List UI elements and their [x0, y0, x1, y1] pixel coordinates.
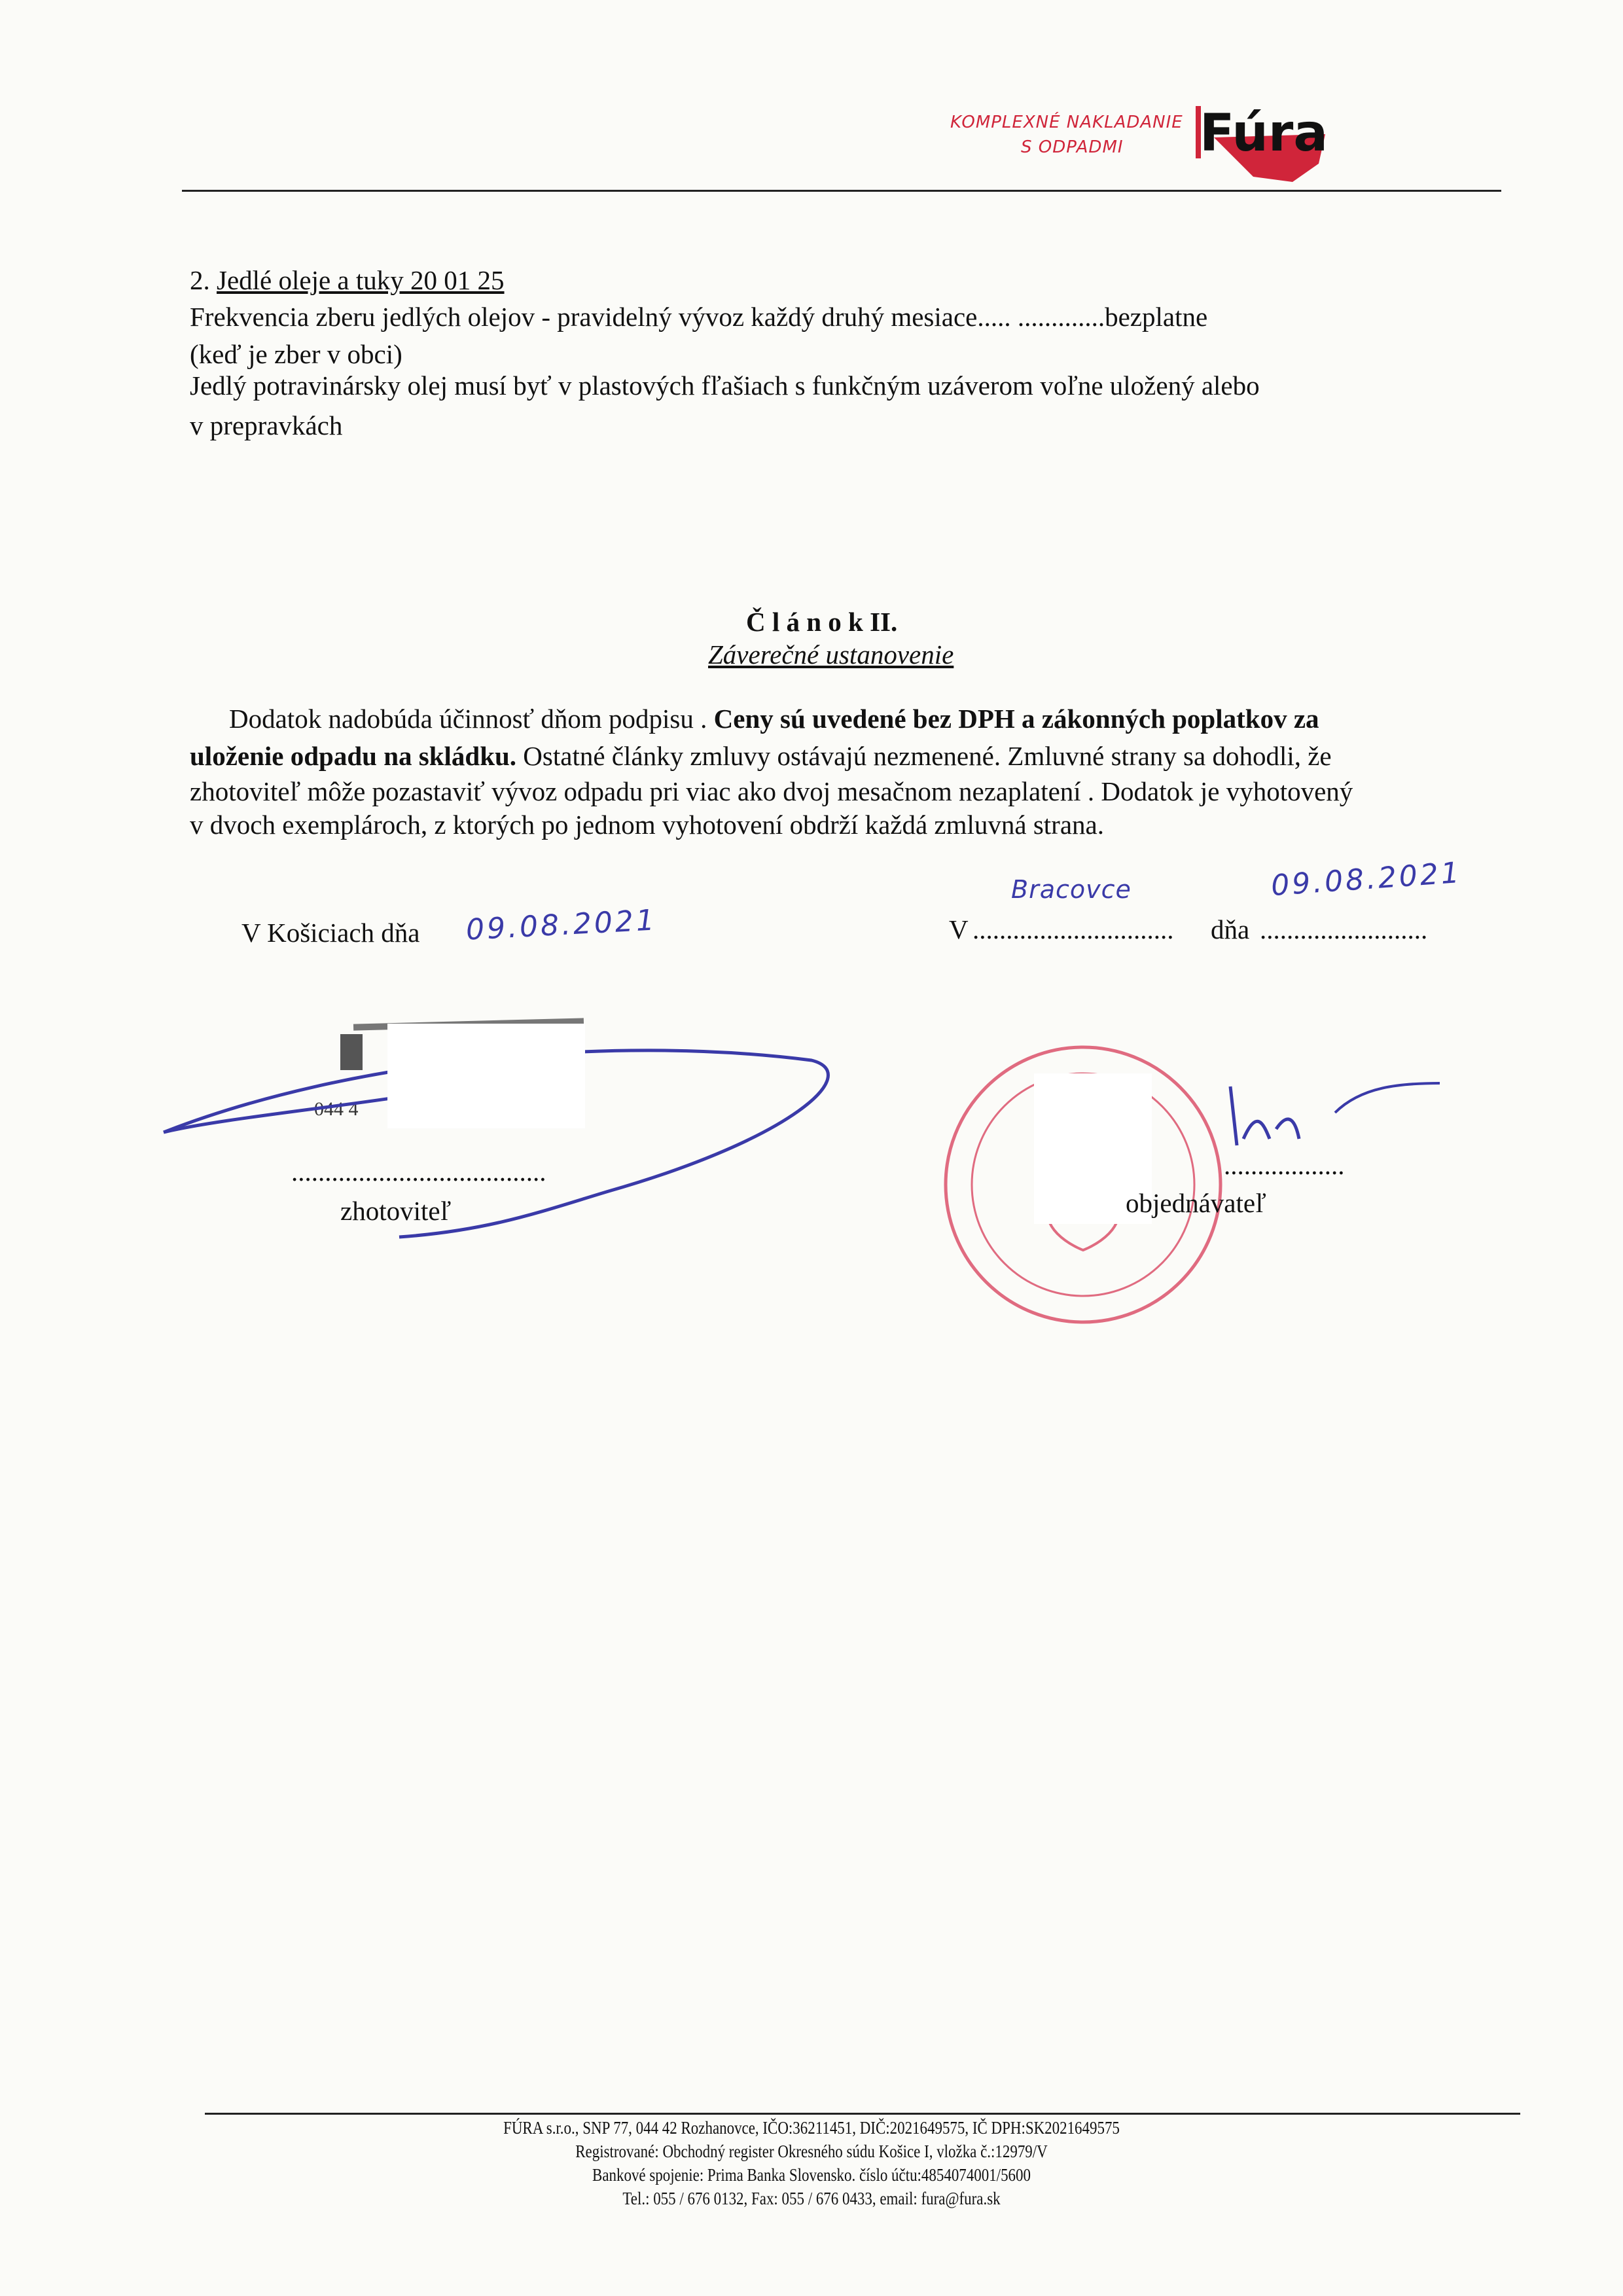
logo-wordmark: Fúra — [1200, 104, 1329, 163]
right-date-dots: ......................... — [1260, 914, 1428, 944]
article-paragraph-line: v dvoch exemplároch, z ktorých po jednom vyhotovení obdrží každá zmluvná strana. — [190, 810, 1104, 840]
right-place-dots: .............................. — [972, 914, 1174, 944]
redacted-area — [387, 1024, 585, 1128]
footer-divider — [205, 2113, 1520, 2115]
footer-line: Registrované: Obchodný register Okresného súdu Košice I, vložka č.:12979/V — [575, 2142, 1048, 2161]
logo-tagline: KOMPLEXNÉ NAKLADANIE — [950, 113, 1183, 132]
right-role-label: objednávateľ — [1126, 1188, 1266, 1218]
bold-text: uloženie odpadu na skládku. — [190, 741, 517, 771]
text: Dodatok nadobúda účinnosť dňom podpisu . — [229, 704, 714, 734]
stamp-partial-text: 044 4 — [314, 1098, 359, 1120]
right-signature-icon — [1217, 1073, 1453, 1152]
section-number: 2. — [190, 265, 210, 295]
footer-line: Bankové spojenie: Prima Banka Slovensko. číslo účtu:4854074001/5600 — [592, 2165, 1031, 2185]
section-title — [190, 267, 505, 294]
header-divider — [182, 190, 1501, 192]
section-line: v prepravkách — [190, 410, 343, 440]
section-line: (keď je zber v obci) — [190, 339, 402, 369]
logo-tagline-2: S ODPADMI — [1021, 137, 1124, 157]
article-paragraph-line — [190, 743, 1332, 770]
footer-line: Tel.: 055 / 676 0132, Fax: 055 / 676 0433, email: fura@fura.sk — [622, 2189, 1001, 2208]
right-handwritten-date: 09.08.2021 — [1270, 855, 1463, 903]
left-role-label: zhotoviteľ — [340, 1196, 452, 1226]
text: Ostatné články zmluvy ostávajú nezmenené. Zmluvné strany sa dohodli, že — [516, 741, 1332, 771]
article-paragraph-line: zhotoviteľ môže pozastaviť vývoz odpadu pri viac ako dvoj mesačnom nezaplatení . Dodatok je vyhotovený — [190, 776, 1353, 806]
bold-text: Ceny sú uvedené bez DPH a zákonných poplatkov za — [713, 704, 1319, 734]
left-handwritten-date: 09.08.2021 — [465, 903, 658, 947]
right-handwritten-place: Bracovce — [1011, 875, 1132, 904]
left-signature-line: ...................................... — [291, 1157, 546, 1187]
right-signature-line: .................. — [1224, 1150, 1345, 1180]
footer-line: FÚRA s.r.o., SNP 77, 044 42 Rozhanovce, IČO:36211451, DIČ:2021649575, IČ DPH:SK2021649575 — [503, 2118, 1120, 2138]
left-place-date-label: V Košiciach dňa — [241, 918, 420, 948]
article-heading: Č l á n o k II. — [746, 607, 898, 637]
section-line: Frekvencia zberu jedlých olejov - pravidelný vývoz každý druhý mesiace..... .............bezplatne — [190, 302, 1208, 332]
right-dna-label: dňa — [1211, 914, 1250, 944]
section-title-text: Jedlé oleje a tuky 20 01 25 — [217, 265, 505, 295]
article-subheading: Záverečné ustanovenie — [708, 639, 954, 670]
fura-logo-icon — [1194, 98, 1338, 183]
right-v-label: V — [949, 914, 969, 944]
section-line: Jedlý potravinársky olej musí byť v plastových fľašiach s funkčným uzáverom voľne uložený alebo — [190, 370, 1260, 401]
article-paragraph-line — [229, 706, 1319, 732]
